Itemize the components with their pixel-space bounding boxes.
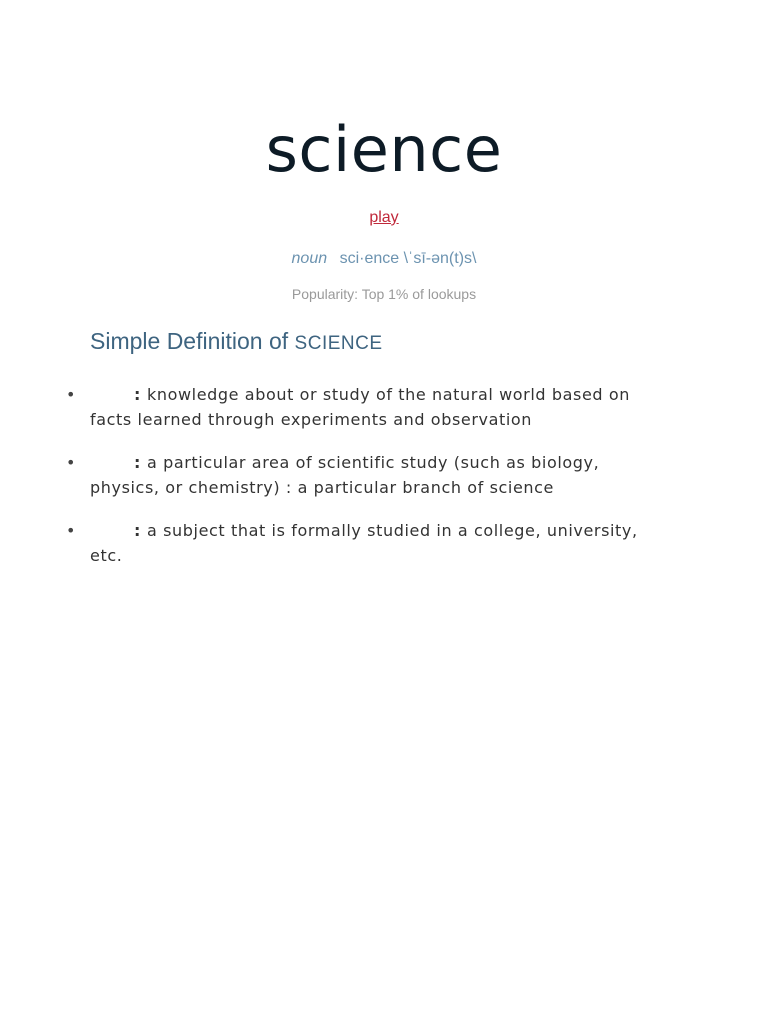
popularity-text: Popularity: Top 1% of lookups <box>291 286 477 302</box>
bullet-icon: • <box>66 453 77 472</box>
definition-text: knowledge about or study of the natural world based on facts learned through experiments and observation <box>90 385 630 429</box>
definition-marker: : <box>134 453 141 472</box>
section-heading <box>90 325 383 360</box>
pronunciation-line <box>0 248 768 270</box>
definition-item <box>66 518 670 568</box>
bullet-icon: • <box>66 521 77 540</box>
definition-item <box>66 382 670 432</box>
definition-list <box>66 382 670 586</box>
definition-item <box>66 450 670 500</box>
bullet-icon: • <box>66 385 77 404</box>
section-heading-word: SCIENCE <box>294 333 383 354</box>
definition-text: a particular area of scientific study (such as biology, physics, or chemistry) : a particular branch of science <box>90 453 600 497</box>
definition-marker: : <box>134 385 141 404</box>
pronunciation: sci·ence \ˈsī-ən(t)s\ <box>339 250 477 267</box>
part-of-speech: noun <box>291 250 328 267</box>
section-heading-prefix: Simple Definition of <box>90 328 295 354</box>
play-audio-container <box>0 207 768 229</box>
play-audio-link[interactable]: play <box>369 209 399 226</box>
definition-text: a subject that is formally studied in a college, university, etc. <box>90 521 638 565</box>
definition-marker: : <box>134 521 141 540</box>
headword: science <box>265 113 503 186</box>
